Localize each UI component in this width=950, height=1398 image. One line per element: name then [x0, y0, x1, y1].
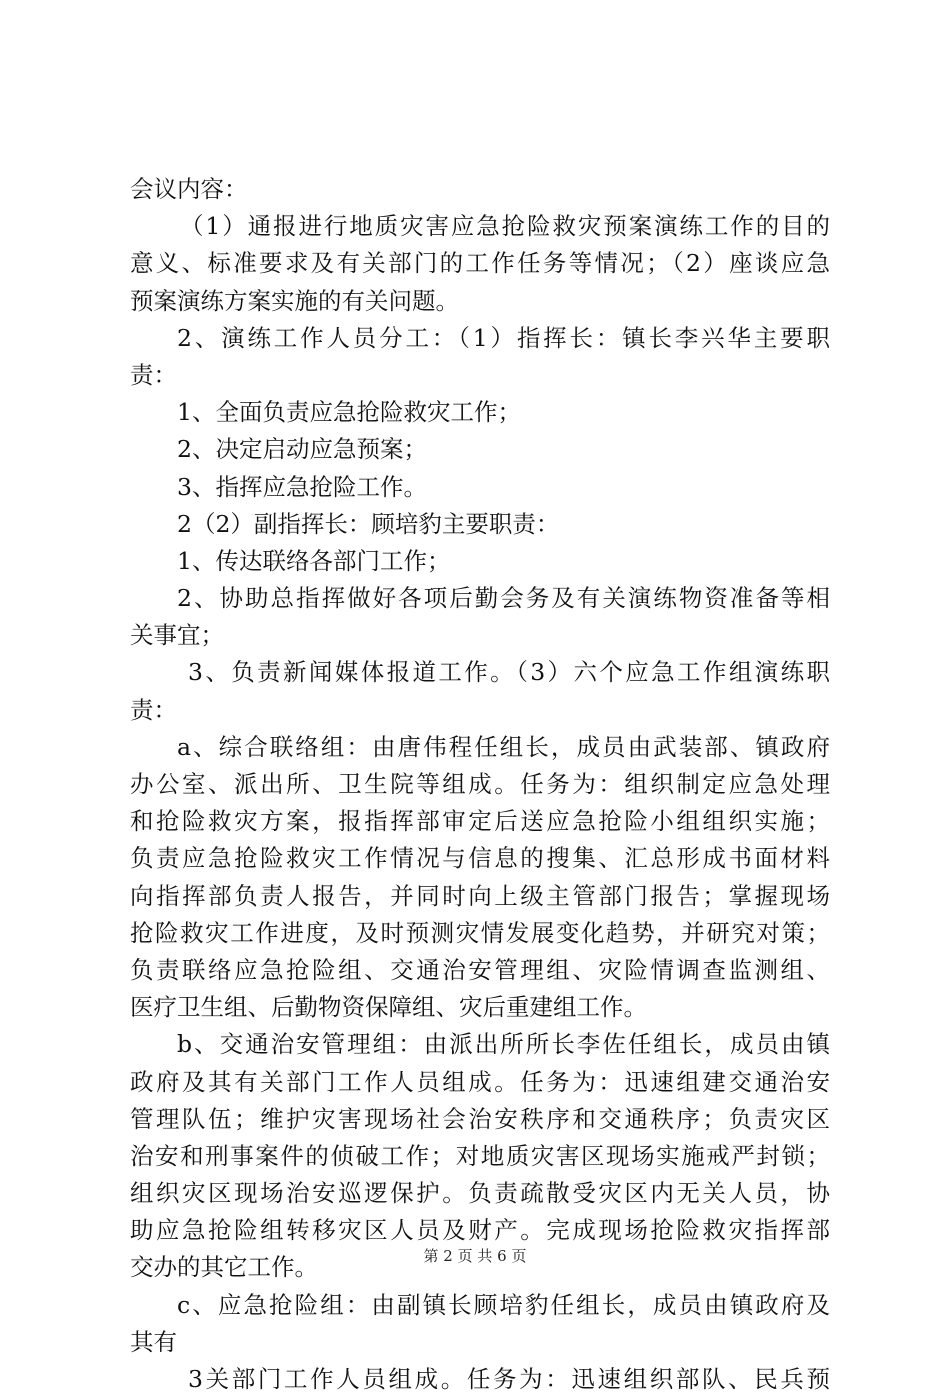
page-footer	[0, 1245, 950, 1266]
text-line: 办公室、派出所、卫生院等组成。任务为：组织制定应急处理	[130, 770, 830, 798]
text-line: 组织灾区现场治安巡逻保护。负责疏散受灾区内无关人员，协	[130, 1179, 830, 1208]
text-line: 2、决定启动应急预案；	[177, 435, 427, 464]
text-line: 2、演练工作人员分工：（1）指挥长：镇长李兴华主要职	[177, 323, 830, 352]
text-line: 3、指挥应急抢险工作。	[177, 472, 427, 501]
text-line: 其有	[130, 1327, 177, 1356]
text-line: 政府及其有关部门工作人员组成。任务为：迅速组建交通治安	[130, 1067, 830, 1096]
text-line: （1）通报进行地质灾害应急抢险救灾预案演练工作的目的	[180, 212, 830, 241]
text-line: a、综合联络组：由唐伟程任组长，成员由武装部、镇政府	[177, 732, 830, 761]
page-number-label: 第 2 页 共 6 页	[423, 1247, 527, 1265]
text-line: 治安和刑事案件的侦破工作；对地质灾害区现场实施戒严封锁；	[130, 1141, 830, 1170]
text-line: 管理队伍；维护灾害现场社会治安秩序和交通秩序；负责灾区	[130, 1104, 830, 1133]
text-line: 2（2）副指挥长：顾培豹主要职责：	[177, 509, 560, 538]
text-line: 助应急抢险组转移灾区人员及财产。完成现场抢险救灾指挥部	[130, 1216, 830, 1245]
text-line: 负责应急抢险救灾工作情况与信息的搜集、汇总形成书面材料	[130, 844, 830, 873]
text-line: 会议内容：	[130, 175, 248, 203]
text-line: 医疗卫生组、后勤物资保障组、灾后重建组工作。	[130, 993, 647, 1022]
text-line: 交办的其它工作。	[130, 1253, 318, 1282]
text-line: 预案演练方案实施的有关问题。	[130, 286, 459, 315]
text-line: 和抢险救灾方案，报指挥部审定后送应急抢险小组组织实施；	[130, 807, 830, 836]
text-line: 关事宜；	[130, 621, 224, 650]
text-line: 责：	[130, 695, 177, 724]
text-line: 1、全面负责应急抢险救灾工作；	[177, 398, 521, 427]
text-line: 1、传达联络各部门工作；	[177, 546, 451, 575]
text-line: 3、负责新闻媒体报道工作。（3）六个应急工作组演练职	[188, 658, 830, 687]
text-line: b、交通治安管理组：由派出所所长李佐任组长，成员由镇	[177, 1030, 830, 1059]
text-line: 责：	[130, 360, 177, 389]
text-line: c、应急抢险组：由副镇长顾培豹任组长，成员由镇政府及	[177, 1290, 830, 1319]
text-line: 负责联络应急抢险组、交通治安管理组、灾险情调查监测组、	[130, 955, 830, 984]
text-line: 3关部门工作人员组成。任务为：迅速组织部队、民兵预	[188, 1365, 830, 1393]
text-line: 2、协助总指挥做好各项后勤会务及有关演练物资准备等相	[177, 584, 830, 613]
text-line: 抢险救灾工作进度，及时预测灾情发展变化趋势，并研究对策；	[130, 918, 830, 947]
text-line: 向指挥部负责人报告，并同时向上级主管部门报告；掌握现场	[130, 881, 830, 910]
text-line: 意义、标准要求及有关部门的工作任务等情况；（2）座谈应急	[130, 249, 830, 278]
document-body	[130, 171, 830, 1398]
